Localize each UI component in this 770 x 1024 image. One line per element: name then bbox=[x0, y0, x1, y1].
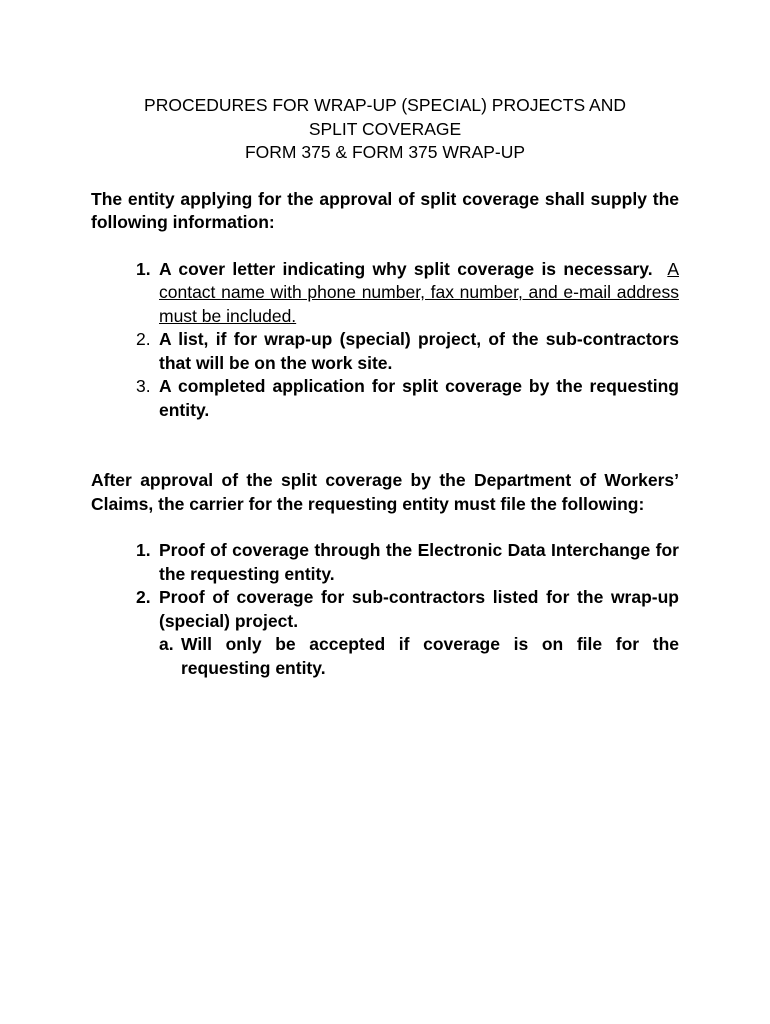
title-line-2: SPLIT COVERAGE bbox=[308, 118, 462, 139]
list-item-number: 2. bbox=[136, 587, 151, 607]
list-item bbox=[91, 586, 679, 680]
list-item-text: A completed application for split coverage by the requesting entity. bbox=[159, 376, 679, 420]
list-item-text: A list, if for wrap-up (special) project, of the sub-contractors that will be on the work site. bbox=[159, 329, 679, 373]
sub-list-item-letter: a. bbox=[159, 634, 174, 654]
list-item bbox=[91, 258, 679, 329]
required-information-list bbox=[91, 258, 679, 423]
list-item-text: Proof of coverage through the Electronic Data Interchange for the requesting entity. bbox=[159, 540, 679, 584]
list-item bbox=[91, 375, 679, 422]
document-page bbox=[91, 94, 679, 680]
list-item-number: 2. bbox=[136, 329, 151, 349]
list-item-text: Proof of coverage for sub-contractors listed for the wrap-up (special) project. bbox=[159, 587, 679, 631]
list-item bbox=[91, 539, 679, 586]
list-item-note: A contact name with phone number, fax number, and e-mail address must be included. bbox=[159, 258, 679, 326]
intro-paragraph-2: After approval of the split coverage by the Department of Workers’ Claims, the carrier for the requesting entity must file the following: bbox=[91, 470, 679, 514]
intro-paragraph-1: The entity applying for the approval of split coverage shall supply the following information: bbox=[91, 188, 679, 232]
list-item bbox=[91, 328, 679, 375]
sub-list-item-text: Will only be accepted if coverage is on file for the requesting entity. bbox=[181, 634, 679, 678]
carrier-filing-list bbox=[91, 539, 679, 680]
list-item-number: 1. bbox=[136, 540, 151, 560]
document-title bbox=[91, 94, 679, 165]
sub-list-item bbox=[159, 633, 679, 680]
list-item-text: A cover letter indicating why split coverage is necessary. bbox=[159, 258, 653, 279]
title-line-3: FORM 375 & FORM 375 WRAP-UP bbox=[244, 142, 526, 162]
title-line-1: PROCEDURES FOR WRAP-UP (SPECIAL) PROJECTS AND bbox=[144, 95, 626, 115]
list-item-number: 3. bbox=[136, 376, 151, 396]
list-item-number: 1. bbox=[136, 258, 151, 279]
